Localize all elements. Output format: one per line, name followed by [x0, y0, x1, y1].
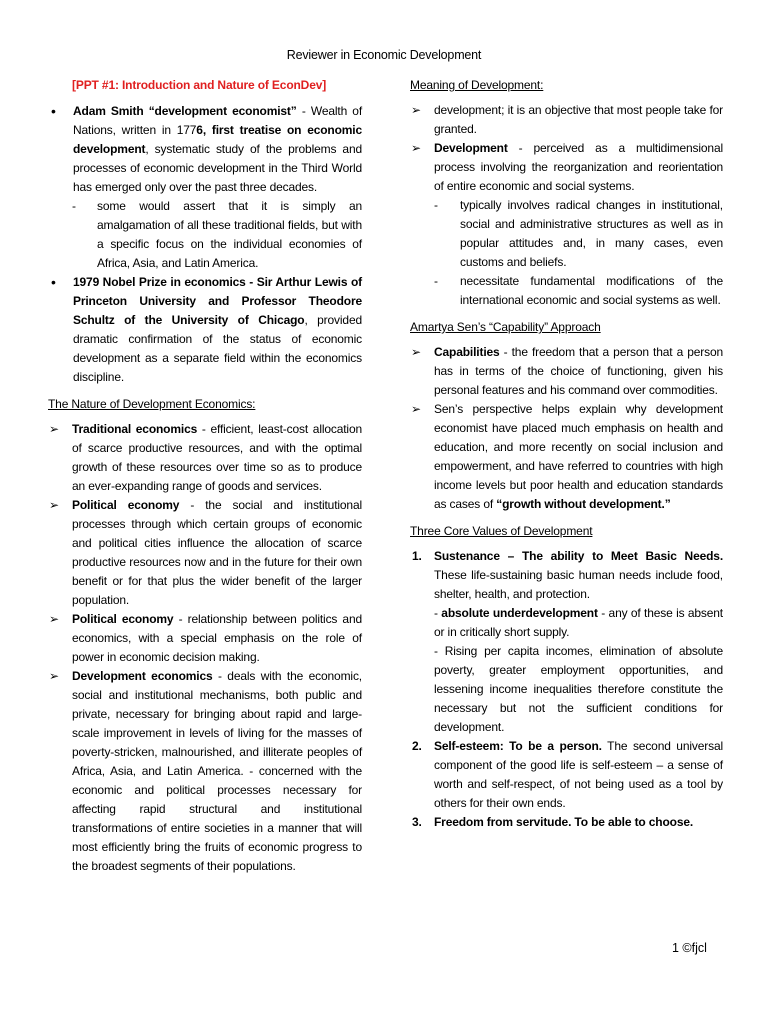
list-item-freedom: 3. Freedom from servitude. To be able to choose. [412, 815, 694, 829]
list-item-development-perceived: ➢ Development - perceived as a multidimensional process involving the reorganization and reorientation of entire economic and social systems. [410, 139, 723, 196]
list-item-self-esteem: 2. Self-esteem: To be a person. The second universal component of the good life is self-esteem – a sense of worth and self-respect, of not being used as a tool by others for their own ends. [412, 739, 723, 810]
sub-item-absolute-underdevelopment: - absolute underdevelopment - any of these is absent or in critically short supply. [434, 606, 723, 639]
list-item-nobel: • 1979 Nobel Prize in economics - Sir Arthur Lewis of Princeton University and Professor Theodore Schultz of the University of Chicago, provided dramatic confirmation of the status of economic development as a separate field within the economics discipline. [48, 273, 362, 387]
list-item-adam-smith: • Adam Smith “development economist” - Wealth of Nations, written in 1776, first treatise on economic development, systematic study of the problems and processes of economic development in the Third World has emerged only over the past three decades. [48, 102, 362, 197]
list-item-capabilities: ➢ Capabilities - the freedom that a person that a person has in terms of the choice of functioning, given his personal features and his command over commodities. [410, 343, 723, 400]
list-item-sen-perspective: ➢ Sen’s perspective helps explain why development economist have placed much emphasis on health and education, and more recently on social inclusion and empowerment, and have referred to countries with high income levels but poor health and education standards as cases of “growth without development.” [410, 400, 723, 514]
page-footer: 1 ©fjcl [672, 941, 707, 955]
left-column [48, 76, 362, 876]
section-heading-meaning: Meaning of Development: [410, 78, 544, 92]
list-item-development-objective: ➢ development; it is an objective that most people take for granted. [410, 101, 723, 139]
list-item-sustenance: 1. Sustenance – The ability to Meet Basic Needs. These life-sustaining basic human needs include food, shelter, health, and protection. - absolute underdevelopment - any of these is absent or in critically short supply. - Rising per capita incomes, elimination of absolute poverty, greater employment opportunities, and lessening income inequalities therefore constitute the necessary but not the sufficient conditions for development. [410, 547, 723, 737]
list-item-traditional: ➢ Traditional economics - efficient, least-cost allocation of scarce productive resources, and with the optimal growth of these resources over time so as to produce an ever-expanding range of goods and services. [48, 420, 362, 496]
list-item-development-economics: ➢ Development economics - deals with the economic, social and institutional mechanisms, both public and private, necessary for bringing about rapid and large-scale improvement in levels of living for the masses of poverty-stricken, malnourished, and illiterate peoples of Africa, Asia, and Latin America. - concerned with the economic and political processes necessary for affecting rapid structural and institutional transformations of entire societies in a manner that will most efficiently bring the fruits of economic progress to the broadest segments of their populations. [48, 667, 362, 876]
sub-item-amalgamation: - some would assert that it is simply an amalgamation of all these traditional fields, but with a specific focus on the individual economies of Africa, Asia, and Latin America. [72, 199, 362, 270]
ppt-title: [PPT #1: Introduction and Nature of EconDev] [72, 78, 327, 92]
section-heading-nature: The Nature of Development Economics: [48, 397, 256, 411]
section-heading-core-values: Three Core Values of Development [410, 524, 593, 538]
right-column [410, 76, 723, 832]
sub-item-rising-incomes: - Rising per capita incomes, elimination of absolute poverty, greater employment opportunities, and lessening income inequalities therefore constitute the necessary but not the sufficient conditions for development. [434, 644, 723, 734]
sub-item-fundamental-modifications: - necessitate fundamental modifications of the international economic and social systems as well. [434, 274, 723, 307]
list-item-political-2: ➢ Political economy - relationship between politics and economics, with a special emphasis on the role of power in economic decision making. [48, 610, 362, 667]
list-item-political-1: ➢ Political economy - the social and institutional processes through which certain groups of economic and political cities influence the allocation of scarce productive resources now and in the future for their own benefit or for that plus the wider benefit of the larger population. [48, 496, 362, 610]
sub-item-radical-changes: - typically involves radical changes in institutional, social and administrative structures as well as in popular attitudes and, in many cases, even customs and beliefs. [434, 198, 723, 269]
document-title: Reviewer in Economic Development [286, 48, 482, 62]
section-heading-sen: Amartya Sen’s “Capability” Approach [410, 320, 601, 334]
